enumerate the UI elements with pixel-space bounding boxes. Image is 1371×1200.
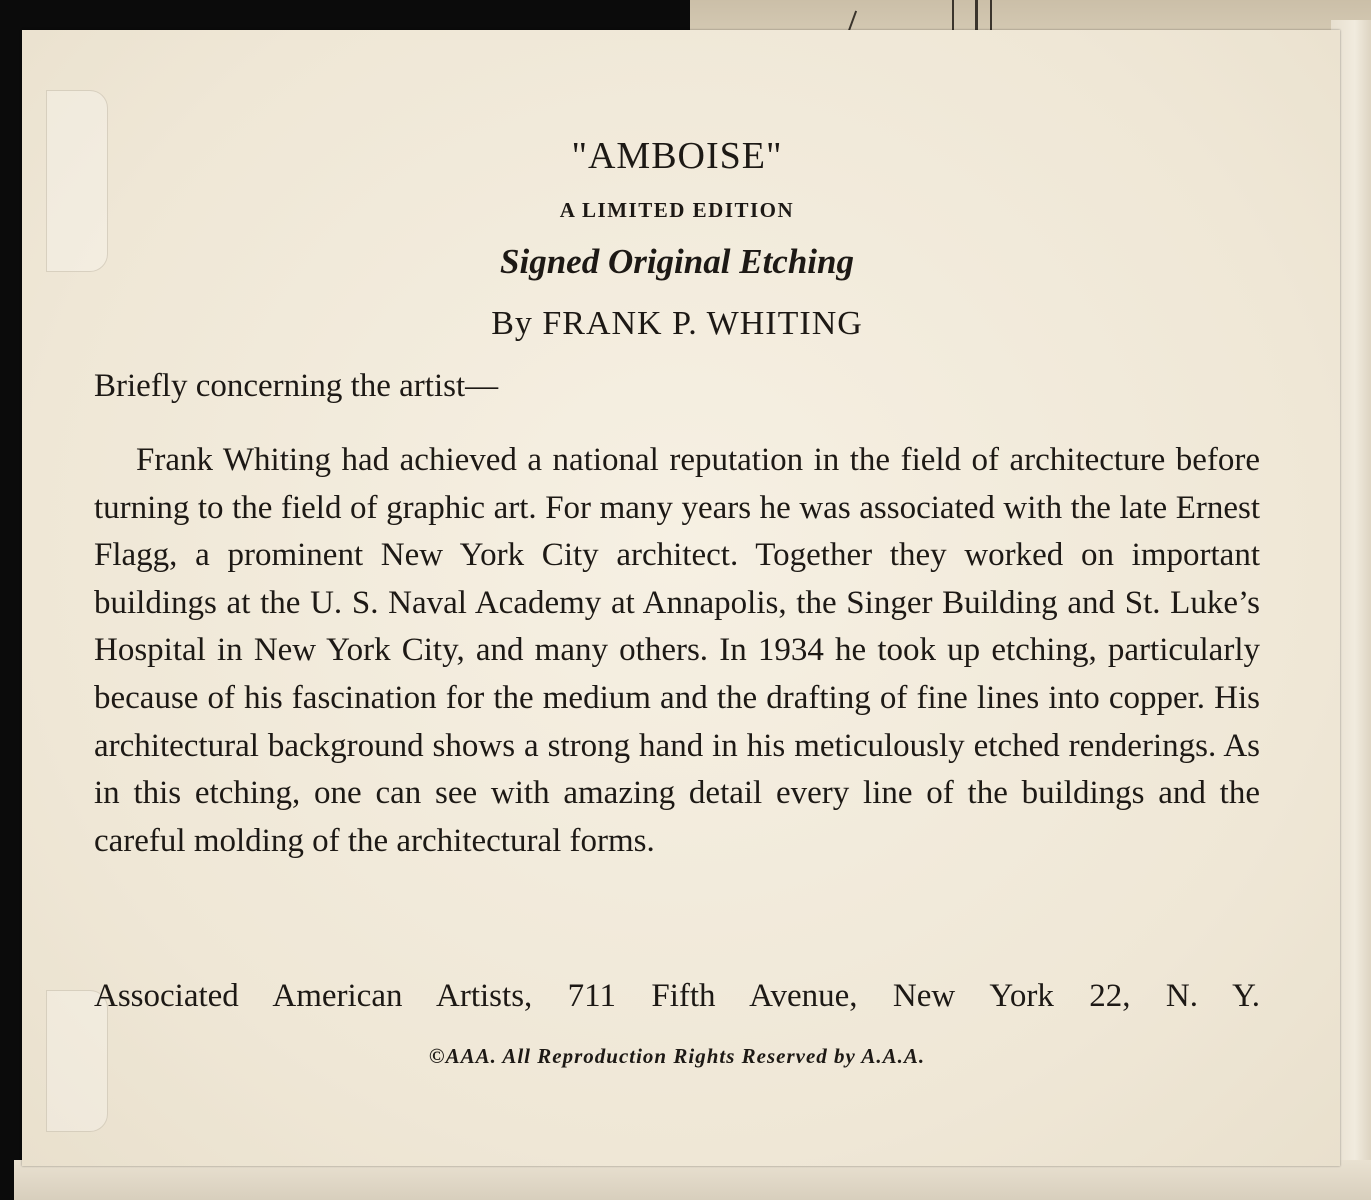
info-card: [22, 30, 1340, 1166]
intro-heading: Briefly concerning the artist—: [94, 368, 499, 404]
edition-label: A LIMITED EDITION: [559, 198, 795, 222]
card-subtitle: Signed Original Etching: [500, 242, 854, 281]
copyright-notice: ©AAA. All Reproduction Rights Reserved by A.A.A.: [428, 1044, 926, 1068]
card-title: "AMBOISE": [571, 135, 783, 177]
publisher-address: Associated American Artists, 711 Fifth Avenue, New York 22, N. Y.: [94, 978, 1260, 1014]
artist-byline: By FRANK P. WHITING: [491, 305, 863, 342]
artist-biography: Frank Whiting had achieved a national reputation in the field of architecture before turning to the field of graphic art. For many years he was associated with the late Ernest Flagg, a prominent New York City architect. Together they worked on important buildings at the U. S. Naval Academy at Annapolis, the Singer Building and St. Luke’s Hospital in New York City, and many others. In 1934 he took up etching, particularly because of his fascination for the medium and the drafting of fine lines into copper. His architectural background shows a strong hand in his meticulously etched renderings. As in this etching, one can see with amazing detail every line of the buildings and the careful molding of the architectural forms.: [94, 442, 1260, 859]
plastic-sleeve-bottom: [14, 1160, 1371, 1200]
